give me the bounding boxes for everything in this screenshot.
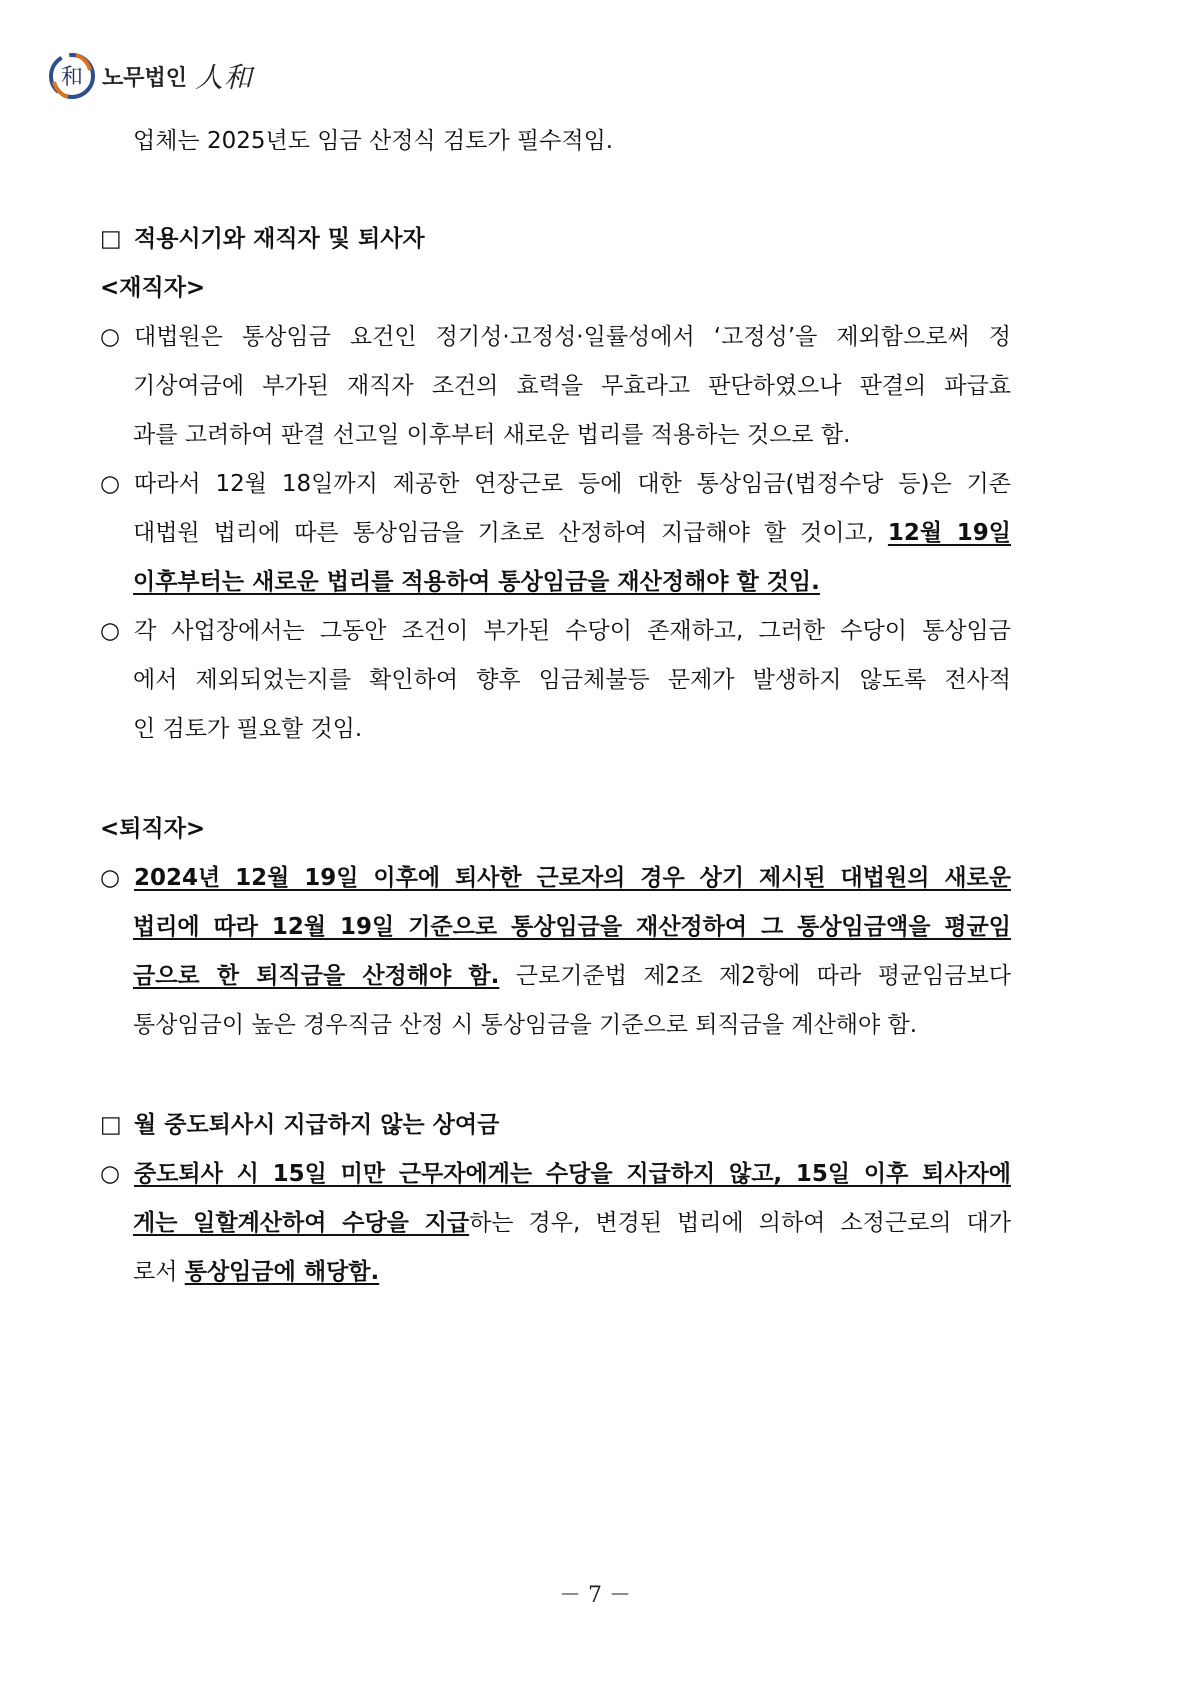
paragraph-5-line-3 [133, 1259, 379, 1287]
checkbox-square-icon: □ [100, 1112, 122, 1138]
section-heading-1-text: 적용시기와 재직자 및 퇴사자 [134, 226, 425, 252]
paragraph-5-line-2 [133, 1210, 1011, 1238]
paragraph-4-emphasis: 금으로 한 퇴직금을 산정해야 함. [133, 963, 500, 989]
svg-text:和: 和 [60, 65, 84, 90]
paragraph-2-line-2-text: 대법원 법리에 따른 통상임금을 기초로 산정하여 지급해야 할 것이고, [133, 520, 888, 546]
bullet-circle-icon: ○ [100, 471, 121, 497]
firm-name-hanja: 人和 [195, 61, 254, 94]
paragraph-5-line-2-text: 하는 경우, 변경된 법리에 의하여 소정근로의 대가 [469, 1210, 1011, 1236]
section-heading-1 [100, 226, 425, 254]
paragraph-2-line-2 [133, 520, 1011, 548]
page-number: － 7 － [559, 1583, 631, 1608]
firm-logo-icon [48, 52, 96, 100]
continued-text-line: 업체는 2025년도 임금 산정식 검토가 필수적임. [133, 128, 614, 154]
paragraph-1-line-2: 기상여금에 부가된 재직자 조건의 효력을 무효라고 판단하였으나 판결의 파급효 [133, 373, 1011, 399]
paragraph-5-line-3-text: 로서 [133, 1259, 185, 1285]
section-heading-2-text: 월 중도퇴사시 지급하지 않는 상여금 [134, 1112, 500, 1138]
firm-name: 노무법인 [102, 65, 188, 91]
paragraph-4-line-1-emphasis: 2024년 12월 19일 이후에 퇴사한 근로자의 경우 상기 제시된 대법원의 새로운 [134, 865, 1011, 891]
bullet-circle-icon: ○ [100, 324, 121, 350]
paragraph-3-line-3: 인 검토가 필요할 것임. [133, 716, 363, 742]
paragraph-5-conclusion-emphasis: 통상임금에 해당함. [184, 1259, 380, 1285]
bullet-circle-icon: ○ [100, 1161, 121, 1187]
paragraph-5-emphasis: 게는 일할계산하여 수당을 지급 [133, 1210, 470, 1236]
bullet-circle-icon: ○ [100, 865, 121, 891]
bullet-circle-icon: ○ [100, 618, 121, 644]
paragraph-2-line-1: 따라서 12월 18일까지 제공한 연장근로 등에 대한 통상임금(법정수당 등)은 기존 [134, 471, 1011, 497]
paragraph-4-line-3 [133, 963, 1011, 991]
paragraph-5-line-1-emphasis: 중도퇴사 시 15일 미만 근무자에게는 수당을 지급하지 않고, 15일 이후 퇴사자에 [134, 1161, 1011, 1187]
paragraph-4-line-3-text: 근로기준법 제2조 제2항에 따라 평균임금보다 [499, 963, 1012, 989]
paragraph-3-line-2: 에서 제외되었는지를 확인하여 향후 임금체불등 문제가 발생하지 않도록 전사적 [133, 667, 1011, 693]
paragraph-3-line-1: 각 사업장에서는 그동안 조건이 부가된 수당이 존재하고, 그러한 수당이 통상임금 [134, 618, 1011, 644]
section-heading-2 [100, 1112, 499, 1140]
paragraph-4-line-2-emphasis: 법리에 따라 12월 19일 기준으로 통상임금을 재산정하여 그 통상임금액을 평균임 [133, 914, 1011, 940]
subheading-employees: <재직자> [100, 275, 206, 301]
paragraph-2-line-3-emphasis: 이후부터는 새로운 법리를 적용하여 통상임금을 재산정해야 할 것임. [133, 569, 820, 595]
paragraph-1-line-1: 대법원은 통상임금 요건인 정기성·고정성·일률성에서 ‘고정성’을 제외함으로써 정 [134, 324, 1011, 350]
checkbox-square-icon: □ [100, 226, 122, 252]
paragraph-2-emphasis: 12월 19일 [887, 520, 1011, 546]
paragraph-4-line-4: 통상임금이 높은 경우직금 산정 시 통상임금을 기준으로 퇴직금을 계산해야 함. [133, 1012, 918, 1038]
page-header [48, 50, 253, 102]
paragraph-1-line-3: 과를 고려하여 판결 선고일 이후부터 새로운 법리를 적용하는 것으로 함. [133, 422, 851, 448]
subheading-retirees: <퇴직자> [100, 816, 206, 842]
